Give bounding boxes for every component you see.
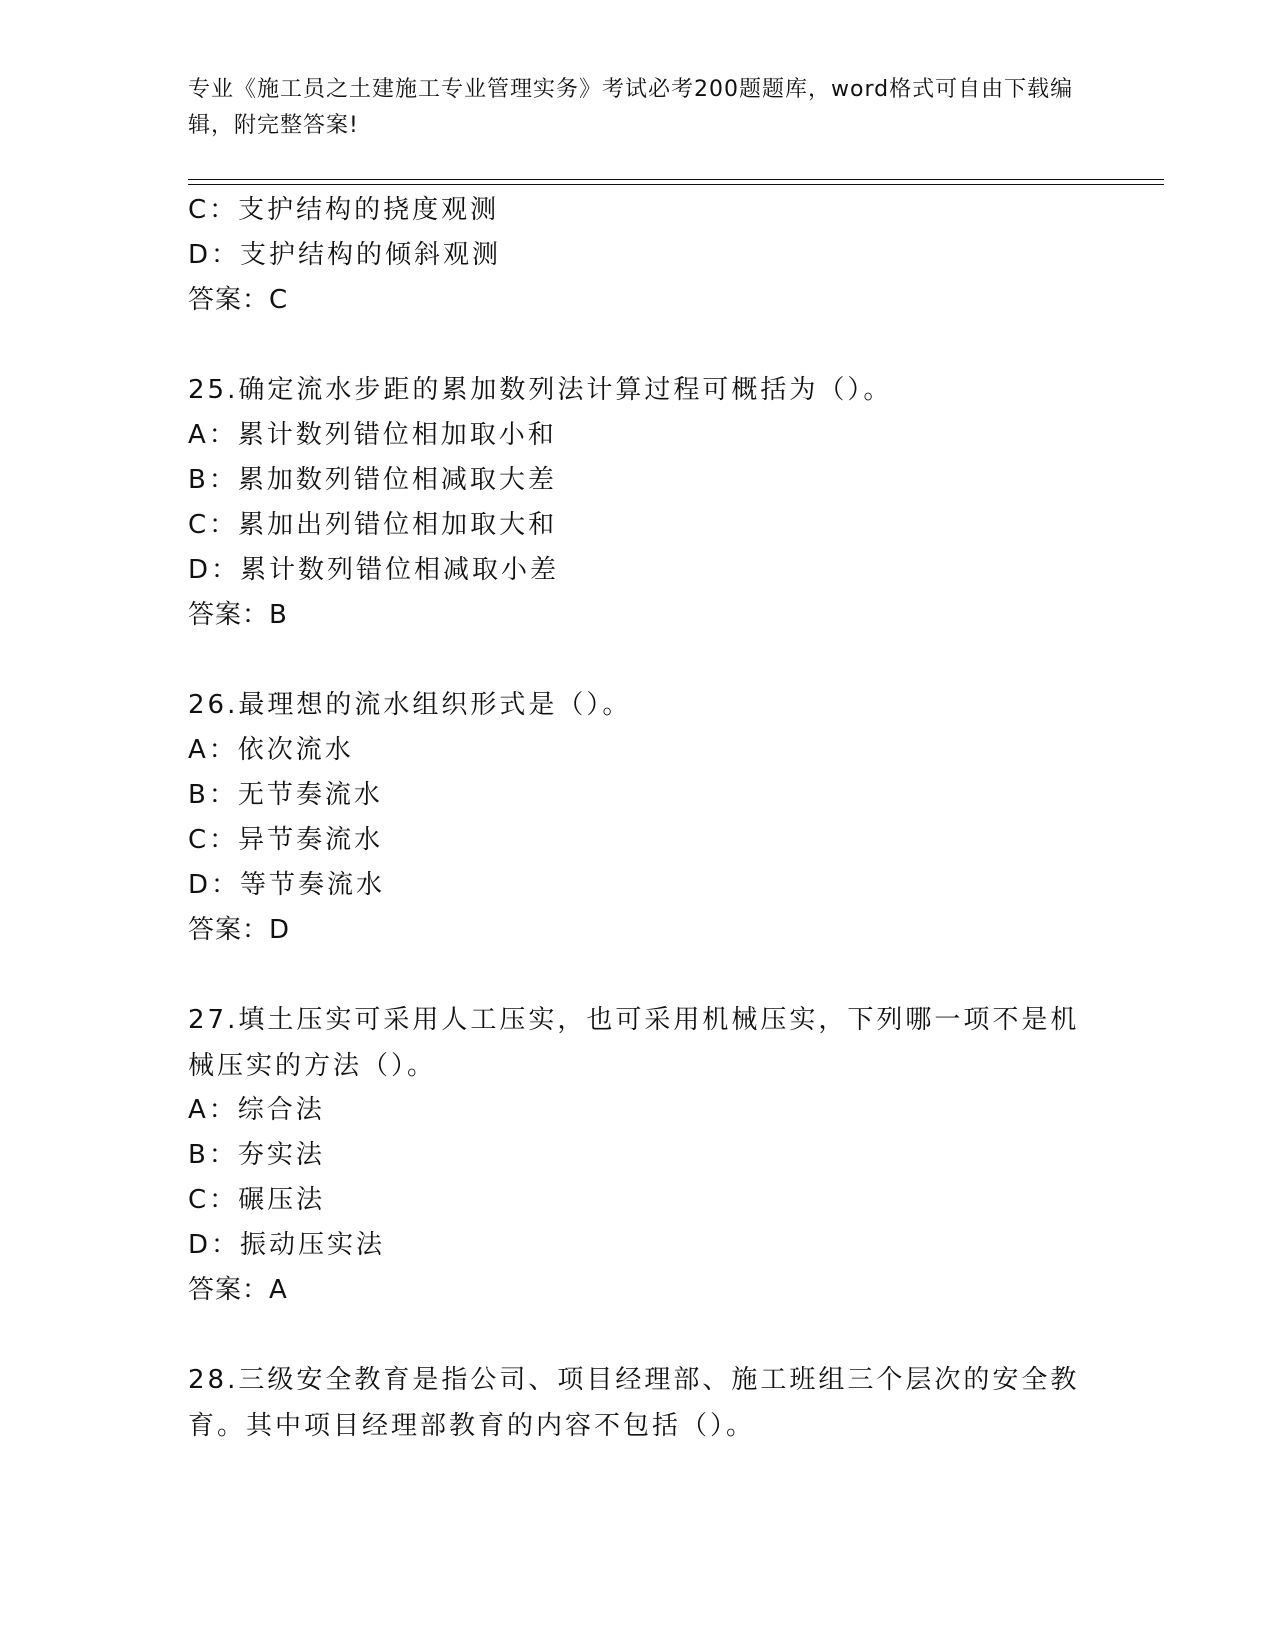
q25-answer: 答案：B bbox=[188, 600, 288, 630]
q26-answer: 答案：D bbox=[188, 915, 291, 945]
q27-option-d: D：振动压实法 bbox=[188, 1230, 386, 1260]
header-divider-bottom bbox=[188, 184, 1164, 185]
q27-option-b: B：夯实法 bbox=[188, 1140, 325, 1170]
q25-option-c: C：累加出列错位相加取大和 bbox=[188, 510, 558, 540]
q24-option-c: C：支护结构的挠度观测 bbox=[188, 195, 500, 225]
header-divider-top bbox=[188, 179, 1164, 180]
q24-answer: 答案：C bbox=[188, 285, 289, 315]
q27-answer: 答案：A bbox=[188, 1275, 288, 1305]
q26-option-a: A：依次流水 bbox=[188, 735, 354, 765]
q25-stem: 25.确定流水步距的累加数列法计算过程可概括为（）。 bbox=[188, 375, 893, 405]
q28-stem: 28.三级安全教育是指公司、项目经理部、施工班组三个层次的安全教育。其中项目经理部教育的内容不包括（）。 bbox=[188, 1365, 1080, 1441]
q26-stem: 26.最理想的流水组织形式是（）。 bbox=[188, 690, 632, 720]
q25-option-b: B：累加数列错位相减取大差 bbox=[188, 465, 557, 495]
q26-option-b: B：无节奏流水 bbox=[188, 780, 383, 810]
document-header: 专业《施工员之土建施工专业管理实务》考试必考200题题库，word格式可自由下载编辑，附完整答案! bbox=[188, 77, 1074, 138]
q27-option-a: A：综合法 bbox=[188, 1095, 325, 1125]
q27-option-c: C：碾压法 bbox=[188, 1185, 326, 1215]
q24-option-d: D：支护结构的倾斜观测 bbox=[188, 240, 502, 270]
q27-stem: 27.填土压实可采用人工压实，也可采用机械压实，下列哪一项不是机械压实的方法（）。 bbox=[188, 1005, 1080, 1081]
q25-option-d: D：累计数列错位相减取小差 bbox=[188, 555, 560, 585]
q26-option-d: D：等节奏流水 bbox=[188, 870, 386, 900]
q25-option-a: A：累计数列错位相加取小和 bbox=[188, 420, 557, 450]
q26-option-c: C：异节奏流水 bbox=[188, 825, 384, 855]
